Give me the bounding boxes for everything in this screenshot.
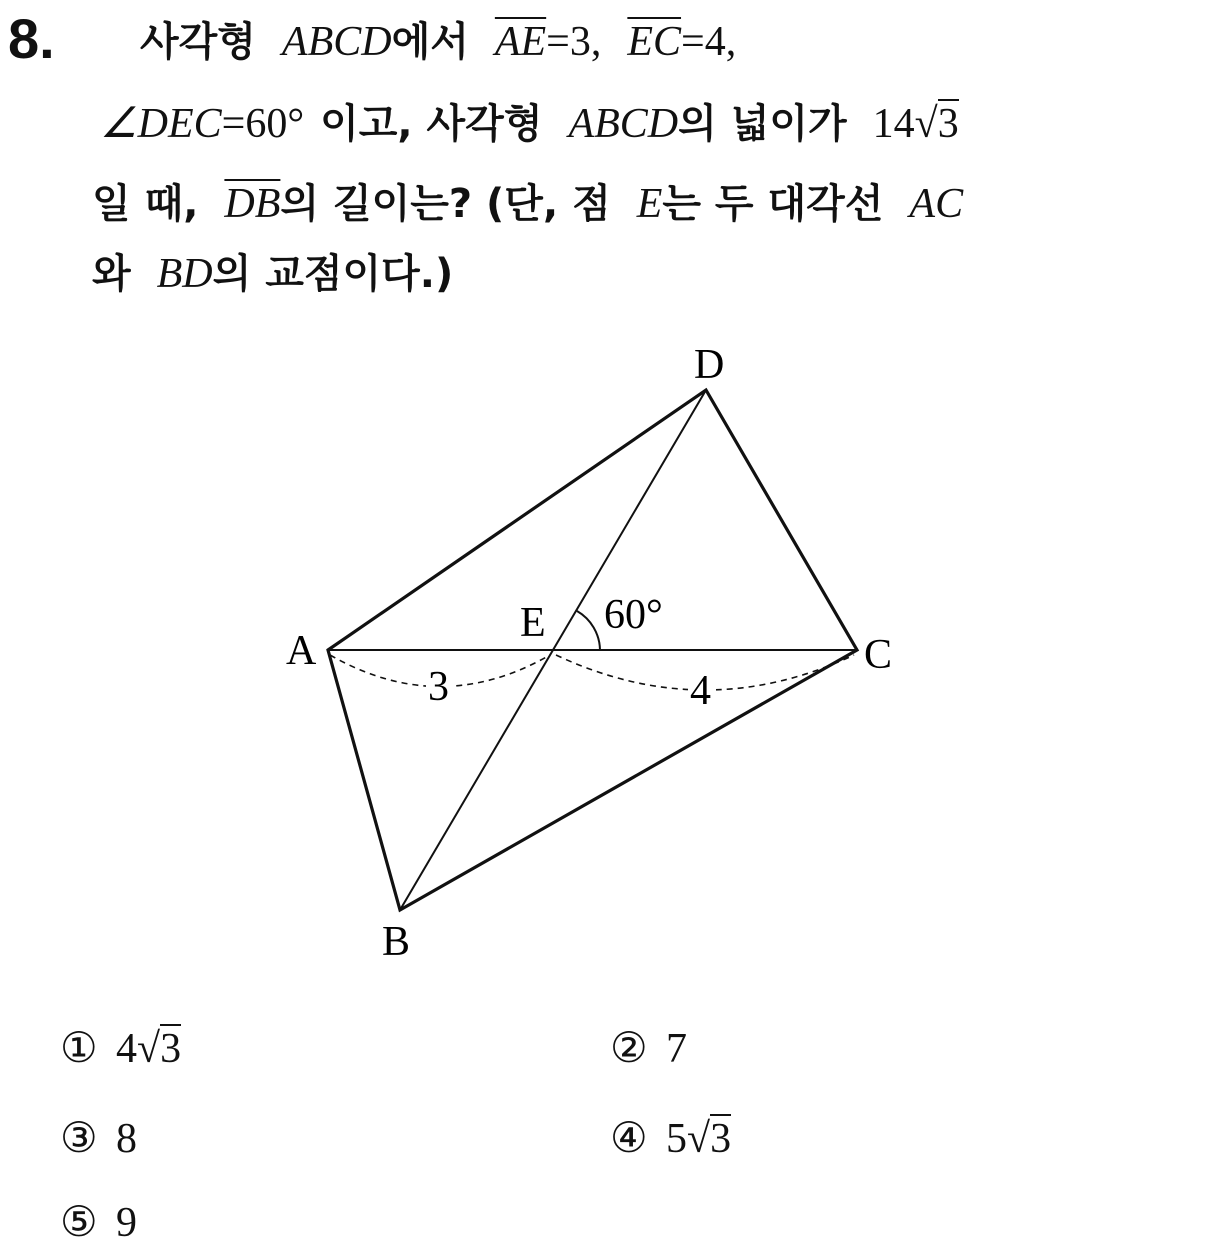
choice-marker: ③	[60, 1116, 98, 1162]
choice-value: 9	[116, 1200, 137, 1246]
segment-db: $\overline{DB}$	[224, 181, 281, 227]
text-length-question: 의 길이는? (단, 점	[280, 181, 611, 227]
ae-value: =3,	[546, 19, 602, 65]
choice-value: 8	[116, 1116, 137, 1162]
math-abcd-2: ABCD	[568, 101, 679, 147]
sqrt-radicand: 3	[937, 101, 959, 147]
label-ec-length: 4	[690, 668, 711, 714]
text-two-diagonals: 는 두 대각선	[662, 181, 884, 227]
label-a: A	[286, 628, 317, 674]
choice-4[interactable]	[610, 1114, 731, 1164]
angle-arc	[577, 611, 600, 650]
text-area: 의 넓이가	[678, 101, 847, 147]
ec-value: =4,	[681, 19, 737, 65]
choice-value: 7	[666, 1026, 687, 1072]
choice-value: 5	[666, 1116, 687, 1162]
math-e: E	[636, 181, 663, 227]
label-d: D	[694, 342, 725, 388]
sqrt-sign: √	[687, 1116, 711, 1162]
choice-marker: ④	[610, 1116, 648, 1162]
segment-ec: $\overline{EC}$	[627, 19, 682, 65]
choice-1[interactable]	[60, 1024, 181, 1074]
choice-marker: ①	[60, 1026, 98, 1072]
math-bd: BD	[156, 251, 213, 297]
label-ae-length: 3	[428, 664, 449, 710]
sqrt-radicand: 3	[710, 1116, 732, 1162]
text-eseo: 에서	[391, 19, 469, 65]
sqrt-sign: √	[137, 1026, 161, 1072]
text-and: 와	[92, 251, 131, 297]
text-quadrilateral: 사각형	[140, 19, 256, 65]
question-number: 8.	[8, 7, 55, 70]
angle-dec: ∠DEC	[100, 101, 222, 147]
choice-2[interactable]	[610, 1024, 687, 1074]
text-igo: 이고, 사각형	[320, 101, 543, 147]
math-abcd: ABCD	[281, 19, 392, 65]
choice-3[interactable]	[60, 1114, 137, 1164]
text-when: 일 때,	[92, 181, 199, 227]
area-coefficient: 14	[872, 101, 915, 147]
sqrt-radicand: 3	[160, 1026, 182, 1072]
choice-marker: ②	[610, 1026, 648, 1072]
label-c: C	[864, 632, 893, 678]
choice-5[interactable]	[60, 1198, 137, 1248]
label-e: E	[520, 600, 546, 646]
sqrt-sign: √	[914, 101, 938, 147]
label-b: B	[382, 919, 411, 965]
math-ac: AC	[909, 181, 964, 227]
label-angle: 60°	[604, 592, 663, 638]
choice-value: 4	[116, 1026, 137, 1072]
angle-value: =60°	[221, 101, 305, 147]
segment-ae: $\overline{AE}$	[494, 19, 547, 65]
text-intersection: 의 교점이다.)	[212, 251, 454, 297]
choice-marker: ⑤	[60, 1200, 98, 1246]
